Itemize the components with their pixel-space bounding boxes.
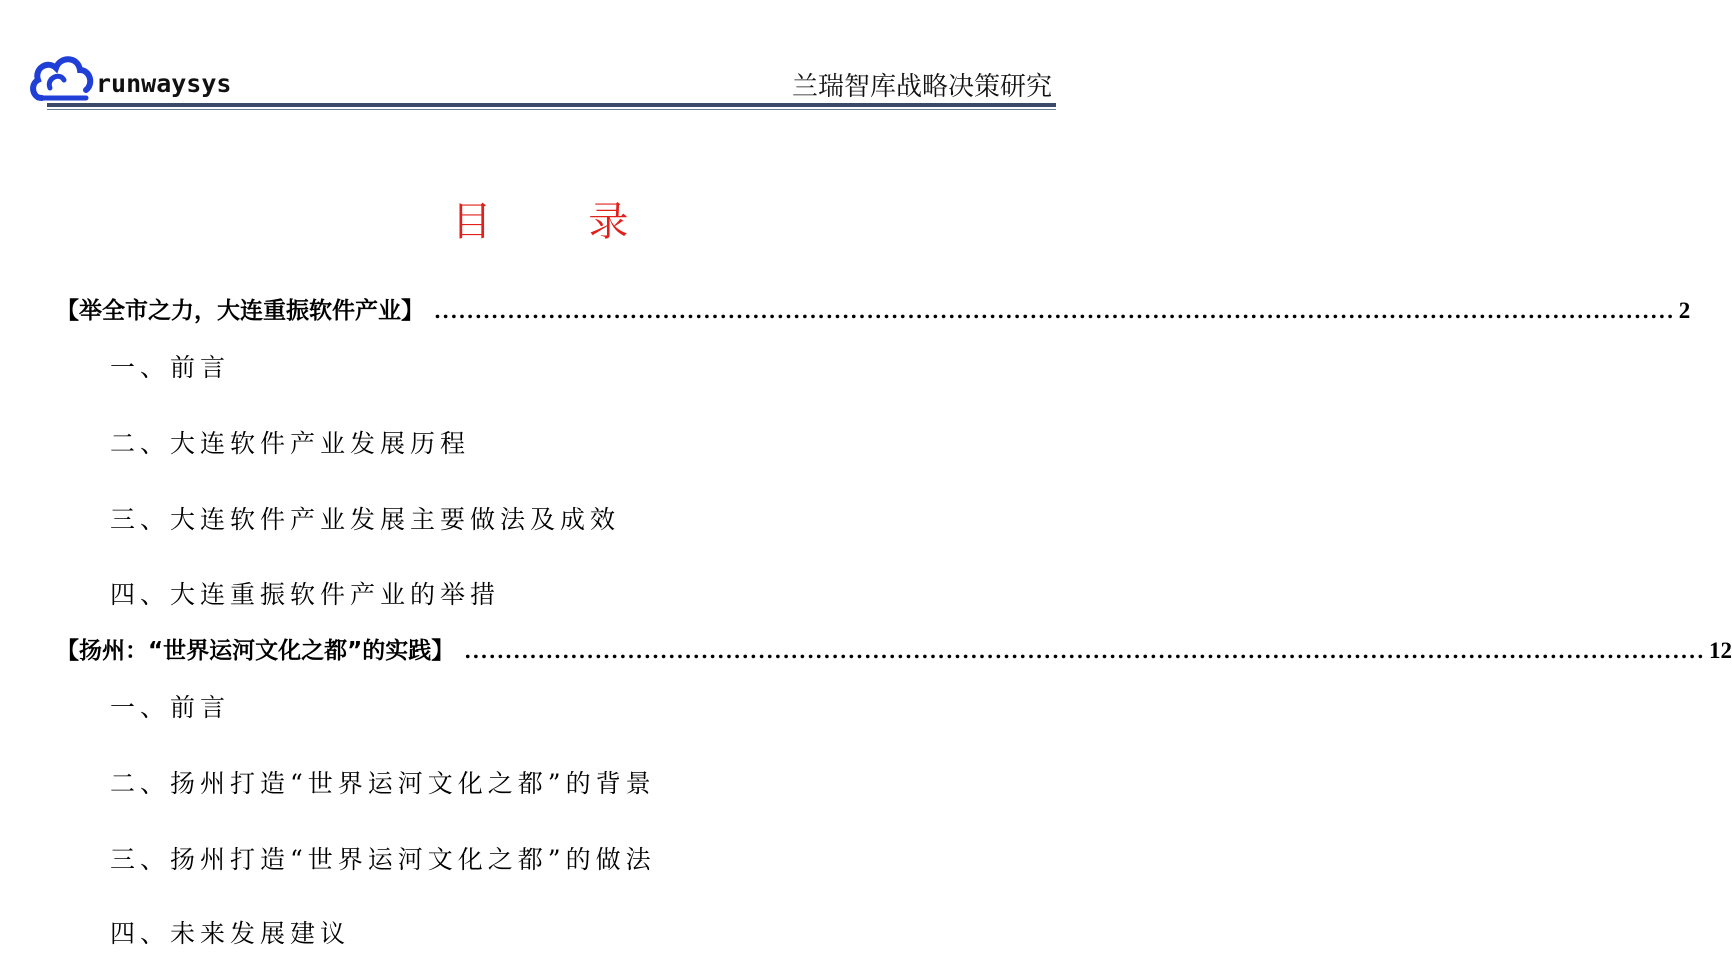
- toc-page-number: 2: [1678, 298, 1691, 323]
- header-rule-thin: [47, 109, 1056, 110]
- toc-item[interactable]: 三、扬州打造“世界运河文化之都”的做法: [110, 845, 656, 874]
- toc-leader-dots: ........................................................................................................................................................: [464, 639, 1705, 663]
- toc-section-entry[interactable]: [56, 632, 1732, 665]
- toc-item[interactable]: 二、扬州打造“世界运河文化之都”的背景: [110, 769, 656, 798]
- toc-item[interactable]: 一、前言: [110, 353, 231, 382]
- toc-item[interactable]: 四、未来发展建议: [110, 919, 351, 948]
- brand-logo: [30, 44, 231, 104]
- toc-leader-dots: ........................................................................................................................................................: [434, 299, 1675, 323]
- toc-section-entry[interactable]: [56, 292, 1691, 325]
- header-rule: [47, 103, 1056, 107]
- org-name: 兰瑞智库战略决策研究: [791, 72, 1052, 102]
- toc-page-number: 12: [1709, 638, 1732, 663]
- logo-text: runwaysys: [96, 69, 232, 98]
- cloud-logo-icon: [30, 54, 94, 104]
- toc-item[interactable]: 二、大连软件产业发展历程: [110, 429, 471, 458]
- toc-section-label: 【扬州：“世界运河文化之都”的实践】: [56, 638, 455, 664]
- toc-item[interactable]: 三、大连软件产业发展主要做法及成效: [110, 505, 621, 534]
- toc-item[interactable]: 四、大连重振软件产业的举措: [110, 580, 501, 609]
- toc-title: 目 录: [451, 199, 671, 245]
- page-header: [0, 0, 1080, 112]
- toc-section-label: 【举全市之力，大连重振软件产业】: [56, 298, 424, 324]
- toc-item[interactable]: 一、前言: [110, 693, 231, 722]
